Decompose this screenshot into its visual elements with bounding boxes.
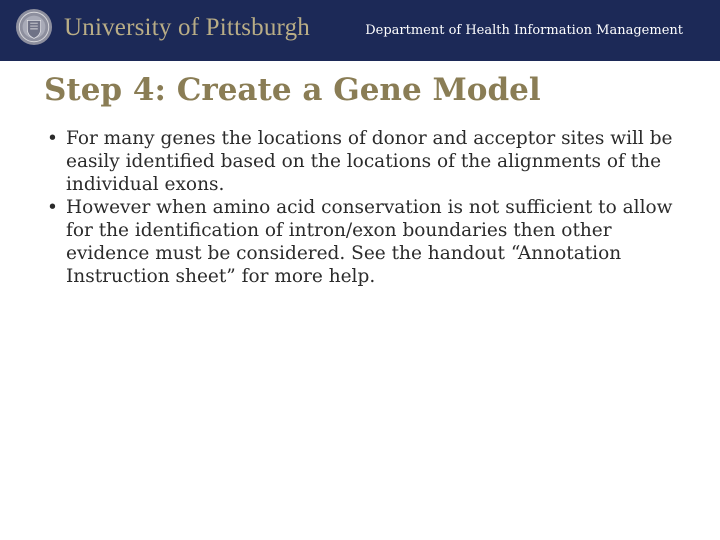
bullet-list bbox=[47, 127, 687, 288]
university-seal-icon bbox=[15, 8, 53, 46]
bullet-text: However when amino acid conservation is not sufficient to allow for the identification of intron/exon boundaries then other evidence must be considered. See the handout “Annotation Instruction sheet” for more help. bbox=[66, 197, 673, 287]
slide-title: Step 4: Create a Gene Model bbox=[44, 72, 541, 108]
bullet-item bbox=[47, 127, 687, 196]
university-wordmark: University of Pittsburgh bbox=[64, 14, 311, 41]
bullet-dot-icon: • bbox=[47, 197, 58, 218]
bullet-text: For many genes the locations of donor and acceptor sites will be easily identified based on the locations of the alignments of the individual exons. bbox=[66, 128, 673, 195]
department-name: Department of Health Information Management bbox=[365, 23, 683, 38]
header-bar bbox=[0, 0, 720, 61]
bullet-dot-icon: • bbox=[47, 128, 58, 149]
bullet-item bbox=[47, 196, 687, 288]
